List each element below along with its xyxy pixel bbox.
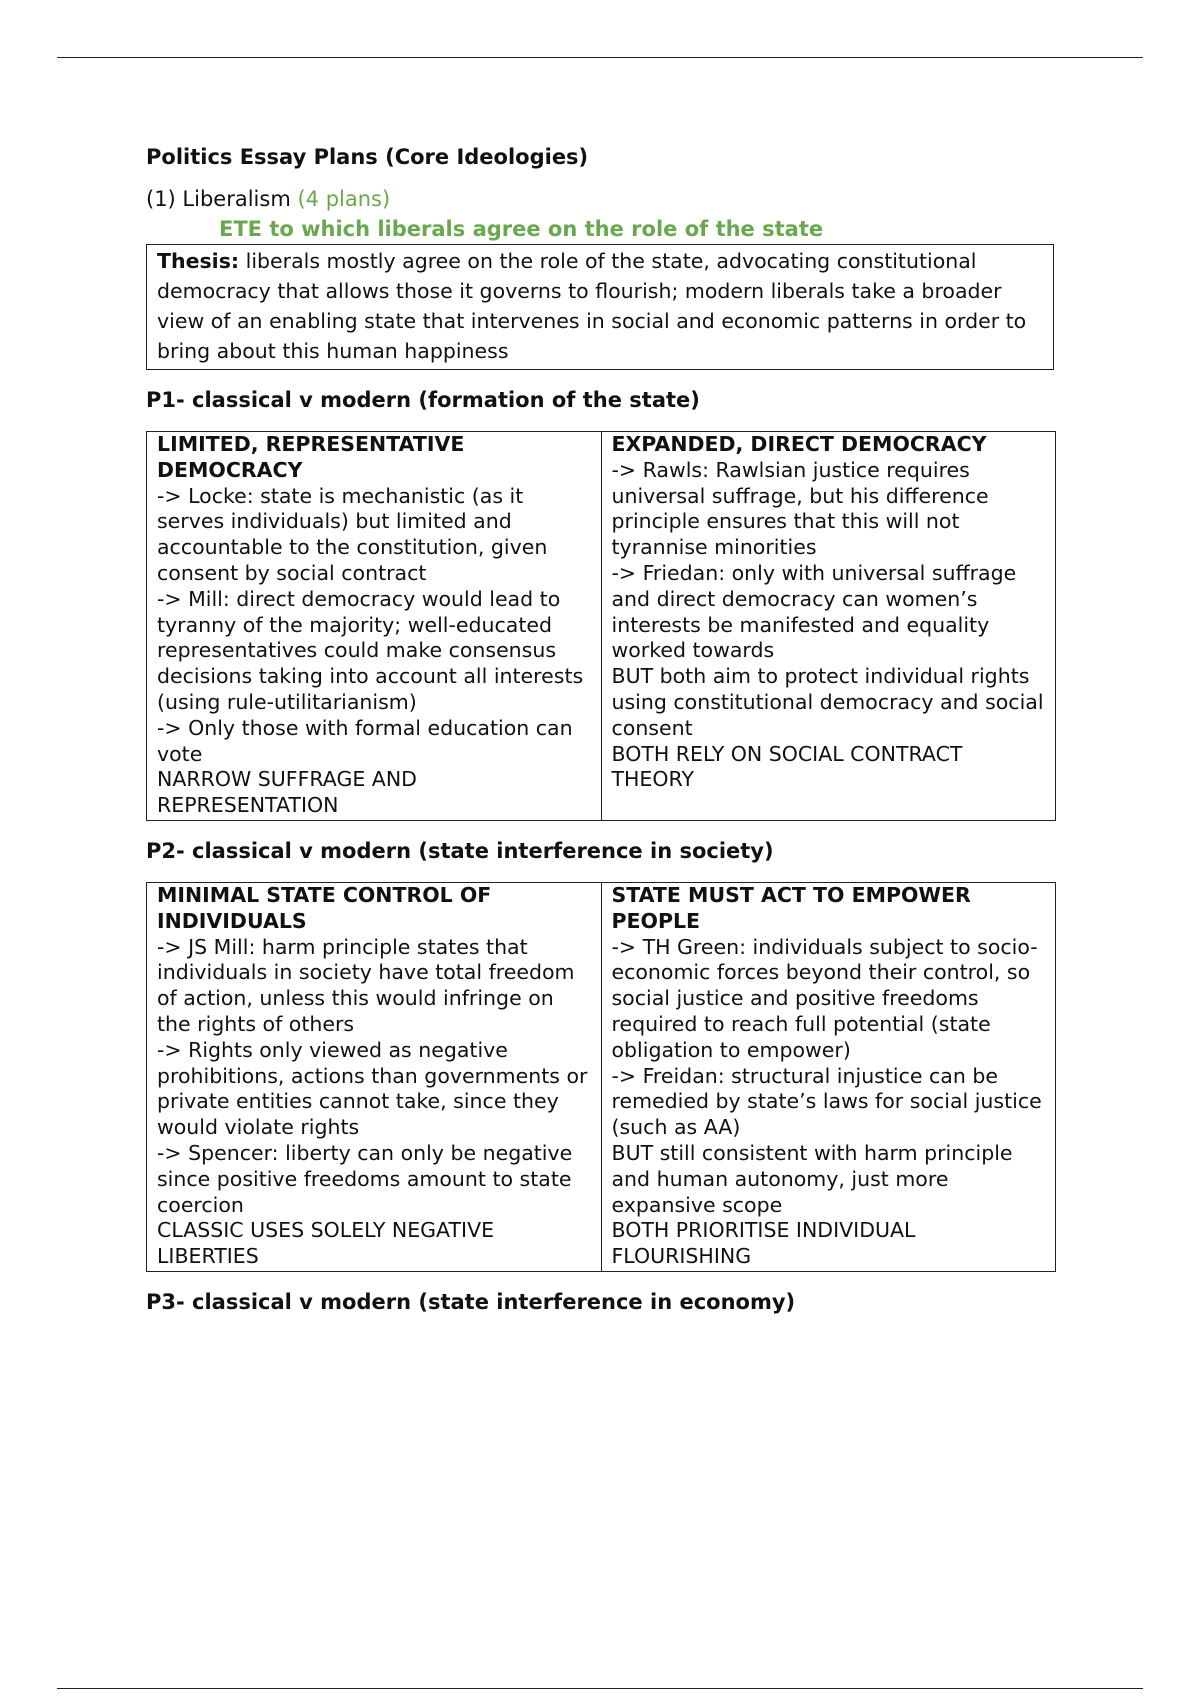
document-title: Politics Essay Plans (Core Ideologies) bbox=[146, 145, 589, 169]
p2-left-heading: MINIMAL STATE CONTROL OF INDIVIDUALS bbox=[157, 882, 492, 933]
p1-modern-cell bbox=[601, 432, 1056, 821]
p2-right-line: -> TH Green: individuals subject to socio-economic forces beyond their control, so social justice and positive freedoms required to reach full potential (state obligation to empower) bbox=[611, 934, 1038, 1062]
p1-classical-cell bbox=[147, 432, 602, 821]
paragraph-2-table bbox=[146, 882, 1056, 1272]
p1-right-heading: EXPANDED, DIRECT DEMOCRACY bbox=[611, 432, 987, 456]
p1-right-line: BOTH RELY ON SOCIAL CONTRACT THEORY bbox=[611, 741, 963, 792]
document-body bbox=[146, 142, 1056, 1333]
p2-right-line: BUT still consistent with harm principle and human autonomy, just more expansive scope bbox=[611, 1140, 1013, 1217]
p2-modern-cell bbox=[601, 882, 1056, 1271]
p2-left-line: -> Spencer: liberty can only be negative since positive freedoms amount to state coercion bbox=[157, 1140, 573, 1217]
p2-classical-cell bbox=[147, 882, 602, 1271]
paragraph-1-heading: P1- classical v modern (formation of the state) bbox=[146, 388, 700, 412]
p2-right-line: BOTH PRIORITISE INDIVIDUAL FLOURISHING bbox=[611, 1218, 916, 1269]
p1-right-line: -> Rawls: Rawlsian justice requires universal suffrage, but his difference principle ensures that this will not tyrannise minorities bbox=[611, 457, 989, 560]
paragraph-1-table bbox=[146, 431, 1056, 821]
p1-left-line: -> Only those with formal education can vote bbox=[157, 715, 573, 766]
p2-left-line: -> Rights only viewed as negative prohibitions, actions than governments or private entities cannot take, since they would violate rights bbox=[157, 1037, 588, 1140]
paragraph-2-heading: P2- classical v modern (state interference in society) bbox=[146, 838, 774, 863]
paragraph-3-heading: P3- classical v modern (state interference in economy) bbox=[146, 1289, 796, 1314]
section-label: (1) Liberalism bbox=[146, 187, 291, 211]
p2-left-line: CLASSIC USES SOLELY NEGATIVE LIBERTIES bbox=[157, 1218, 495, 1269]
p1-right-line: -> Friedan: only with universal suffrage and direct democracy can women’s interests be manifested and equality worked towards bbox=[611, 560, 1017, 663]
plan-count: (4 plans) bbox=[297, 187, 391, 211]
p1-right-line: BUT both aim to protect individual rights using constitutional democracy and social consent bbox=[611, 664, 1044, 740]
p1-left-line: -> Locke: state is mechanistic (as it serves individuals) but limited and accountable to the constitution, given consent by social contract bbox=[157, 483, 548, 585]
p2-right-heading: STATE MUST ACT TO EMPOWER PEOPLE bbox=[611, 882, 971, 933]
footer-rule bbox=[57, 1688, 1143, 1689]
essay-question: ETE to which liberals agree on the role of the state bbox=[219, 217, 824, 241]
section-heading bbox=[146, 184, 1056, 214]
thesis-box bbox=[146, 244, 1054, 370]
header-rule bbox=[57, 57, 1143, 58]
thesis-text: liberals mostly agree on the role of the state, advocating constitutional democracy that allows those it governs to flourish; modern liberals take a broader view of an enabling state that intervenes in social and economic patterns in order to bring about this human happiness bbox=[157, 249, 1027, 363]
p1-left-line: -> Mill: direct democracy would lead to tyranny of the majority; well-educated representatives could make consensus decisions taking into account all interests (using rule-utilitarianism) bbox=[157, 586, 584, 714]
p2-right-line: -> Freidan: structural injustice can be remedied by state’s laws for social justice (such as AA) bbox=[611, 1063, 1042, 1140]
thesis-label: Thesis: bbox=[157, 249, 240, 273]
p1-left-heading: LIMITED, REPRESENTATIVE DEMOCRACY bbox=[157, 432, 465, 482]
p2-left-line: -> JS Mill: harm principle states that individuals in society have total freedom of action, unless this would infringe on the rights of others bbox=[157, 934, 575, 1036]
p1-left-line: NARROW SUFFRAGE AND REPRESENTATION bbox=[157, 767, 417, 818]
